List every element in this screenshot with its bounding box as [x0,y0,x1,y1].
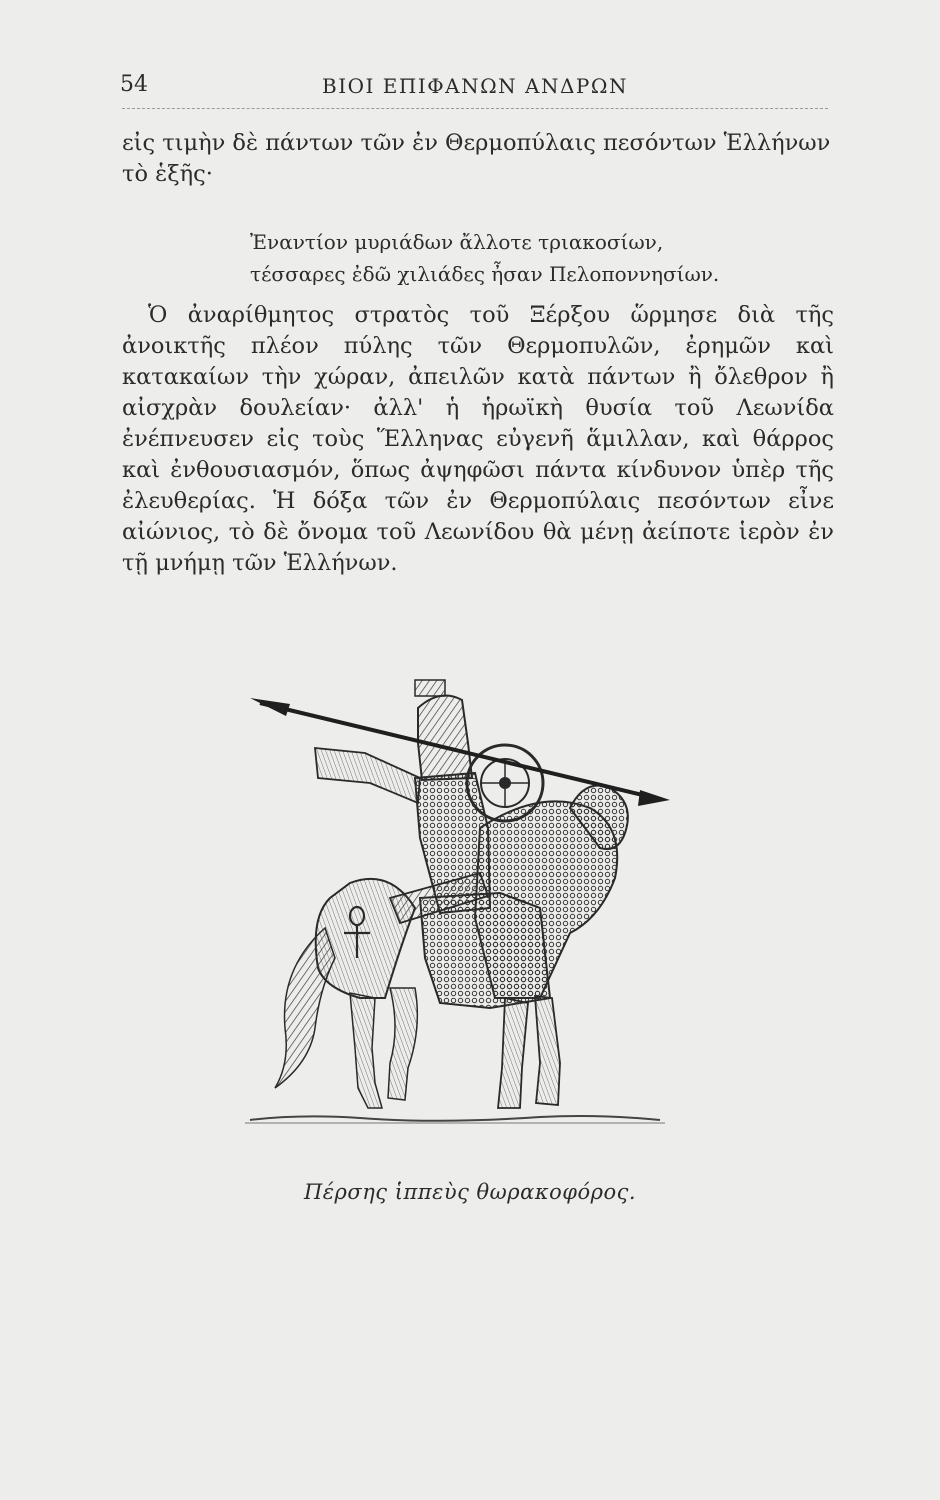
horse-tail [275,928,335,1088]
engraving-persian-horseman [240,668,670,1168]
figure-caption: Πέρσης ἱππεὺς θωρακοφόρος. [303,1180,637,1204]
page-number: 54 [120,72,148,97]
horse-hind-leg [350,993,382,1108]
header-rule [122,108,828,109]
helmet-crest [415,680,445,696]
paragraph-intro: εἰς τιμὴν δὲ πάντων τῶν ἐν Θερμοπύλαις πεσόντων Ἑλλήνων τὸ ἑξῆς· [122,130,831,187]
horse-front-leg [498,998,528,1108]
running-head [120,72,830,106]
horseman-illustration [240,668,670,1168]
horse-hind-leg-2 [388,988,417,1100]
lance-tip [638,790,670,806]
epigram [250,226,719,290]
epigram-line-1: Ἐναντίον μυριάδων ἄλλοτε τριακοσίων, [250,230,664,254]
ground-shadow [245,1116,665,1123]
paragraph-main: Ὁ ἀναρίθμητος στρατὸς τοῦ Ξέρξου ὥρμησε διὰ τῆς ἀνοικτῆς πλέον πύλης τῶν Θερμοπυλῶν, ἐρημῶν καὶ κατακαίων τὴν χώραν, ἀπειλῶν κατὰ πάντων ἢ ὄλεθρον ἢ αἰσχρὰν δουλείαν· ἀλλ' ἡ ἡρωϊκὴ θυσία τοῦ Λεωνίδα ἐνέπνευσεν εἰς τοὺς Ἕλληνας εὐγενῆ ἅμιλλαν, καὶ θάρρος καὶ ἐνθουσιασμόν, ὅπως ἀψηφῶσι πάντα κίνδυνον ὑπὲρ τῆς ἐλευθερίας. Ἡ δόξα τῶν ἐν Θερμοπύλαις πεσόντων εἶνε αἰώνιος, τὸ δὲ ὄνομα τοῦ Λεωνίδου θὰ μένῃ ἀείποτε ἱερὸν ἐν τῇ μνήμῃ τῶν Ἑλλήνων. [122,302,834,576]
horse-front-leg-2 [535,996,560,1105]
epigram-line-2: τέσσαρες ἐδῶ χιλιάδες ἦσαν Πελοποννησίων. [250,262,720,286]
running-title: ΒΙΟΙ ΕΠΙΦΑΝΩΝ ΑΝΔΡΩΝ [322,74,628,98]
lance-butt [250,698,290,716]
rider-arm [315,748,420,803]
rider-helmet [418,696,472,781]
